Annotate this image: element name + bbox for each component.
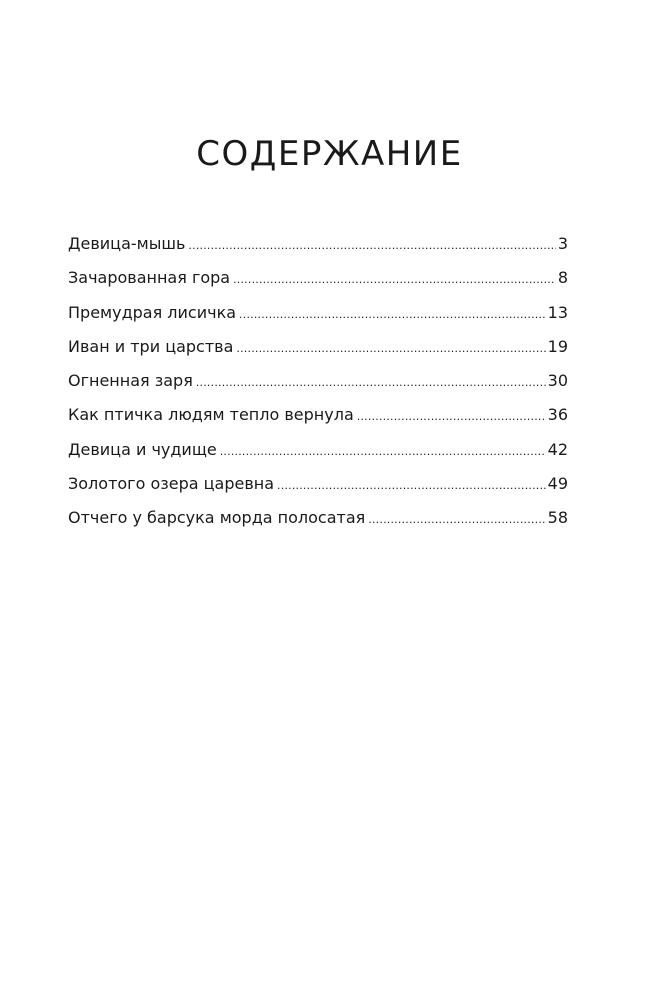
- dot-leader: [357, 405, 546, 429]
- toc-entry: [68, 472, 568, 506]
- toc-entry-title: Иван и три царства: [68, 336, 234, 356]
- dot-leader: [233, 268, 556, 292]
- toc-entry-title: Огненная заря: [68, 371, 193, 391]
- toc-entry: [68, 232, 568, 266]
- toc-entry-title: Золотого озера царевна: [68, 474, 275, 494]
- toc-page-number: 30: [547, 371, 568, 391]
- toc-page-number: 36: [547, 405, 568, 425]
- table-of-contents: [68, 232, 568, 541]
- toc-entry: [68, 266, 568, 300]
- toc-entry-title: Премудрая лисичка: [68, 302, 237, 322]
- toc-page-number: 49: [547, 474, 568, 494]
- toc-page-number: 3: [557, 234, 568, 253]
- toc-page-number: 58: [547, 508, 568, 528]
- toc-entry: [68, 403, 568, 437]
- toc-entry: [68, 438, 568, 472]
- toc-entry: [68, 369, 568, 403]
- toc-page-number: 19: [547, 336, 568, 356]
- dot-leader: [236, 337, 545, 361]
- toc-entry: [68, 335, 568, 369]
- dot-leader: [277, 474, 546, 498]
- toc-page-number: 42: [547, 439, 568, 459]
- toc-page-number: 8: [557, 268, 568, 288]
- toc-entry-title: Девица-мышь: [68, 234, 186, 253]
- page-title: СОДЕРЖАНИЕ: [196, 134, 463, 174]
- toc-entry-title: Девица и чудище: [68, 439, 217, 459]
- toc-entry-title: Отчего у барсука морда полосатая: [68, 508, 366, 528]
- dot-leader: [239, 303, 546, 327]
- dot-leader: [188, 234, 555, 258]
- toc-page-number: 13: [547, 302, 568, 322]
- toc-entry: [68, 301, 568, 335]
- toc-entry-title: Зачарованная гора: [68, 268, 231, 288]
- dot-leader: [220, 440, 546, 464]
- toc-entry-title: Как птичка людям тепло вернула: [68, 405, 354, 425]
- dot-leader: [368, 508, 545, 532]
- dot-leader: [196, 371, 546, 395]
- toc-entry: [68, 506, 568, 540]
